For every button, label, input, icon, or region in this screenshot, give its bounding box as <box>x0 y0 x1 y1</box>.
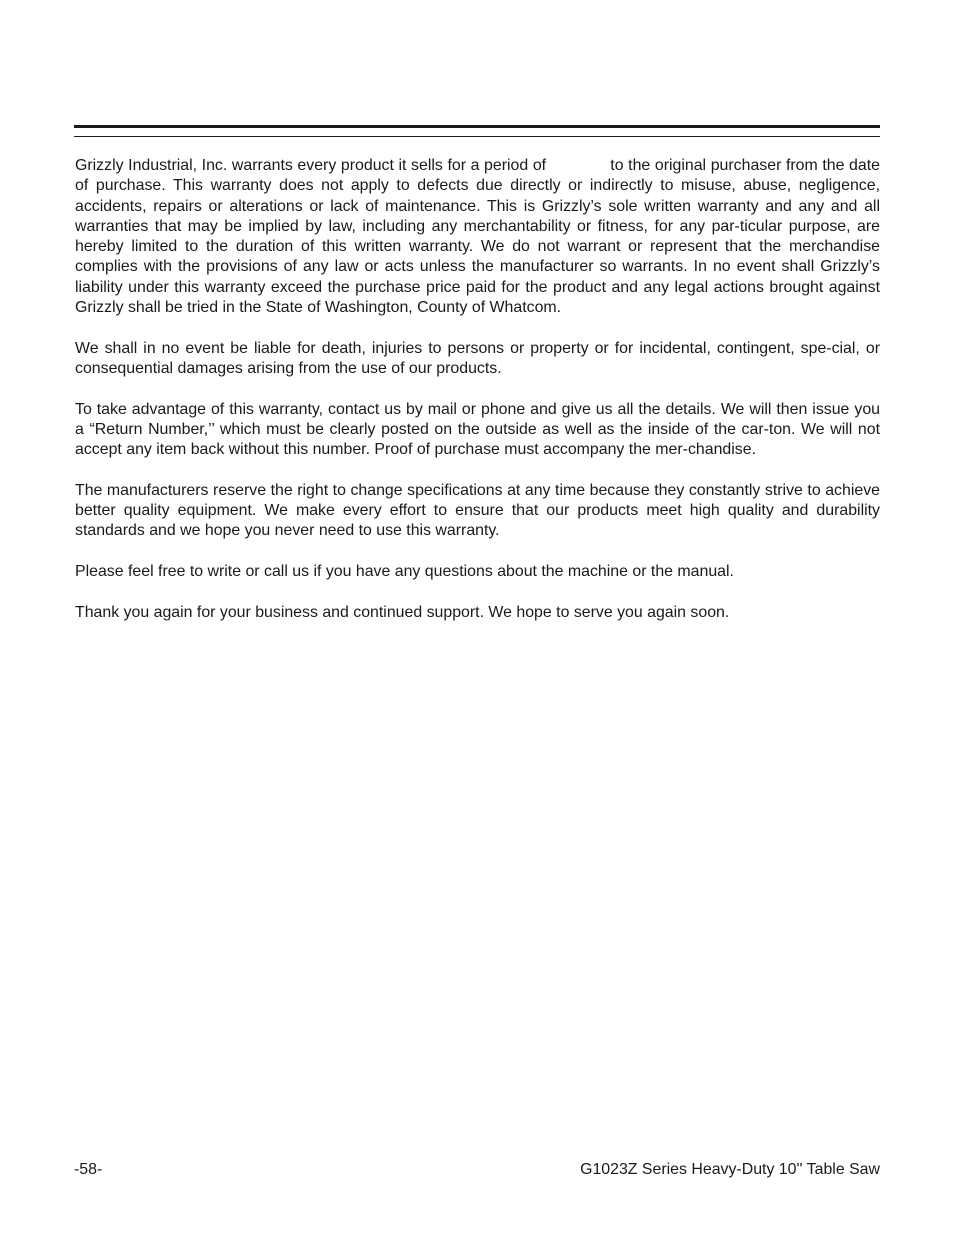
warranty-paragraph-5: Please feel free to write or call us if you have any questions about the machine or the manual. <box>75 562 734 580</box>
warranty-paragraph-4: The manufacturers reserve the right to change specifications at any time because they constantly strive to achieve better quality equipment. We make every effort to ensure that our products meet high quality and durability standards and we hope you never need to use this warranty. <box>75 481 880 540</box>
warranty-paragraph-3: To take advantage of this warranty, contact us by mail or phone and give us all the details. We will then issue you a “Return Number,’’ which must be clearly posted on the outside as well as the inside of the car-ton. We will not accept any item back without this number. Proof of purchase must accompany the mer-chandise. <box>75 400 880 459</box>
warranty-paragraph-6: Thank you again for your business and continued support. We hope to serve you again soon. <box>75 603 730 621</box>
warranty-paragraph-1 <box>75 156 880 318</box>
warranty-paragraph-2: We shall in no event be liable for death, injuries to persons or property or for incidental, contingent, spe-cial, or consequential damages arising from the use of our products. <box>75 339 880 377</box>
header-rule-thick <box>74 125 880 128</box>
footer-page-number: -58- <box>74 1161 103 1178</box>
footer-manual-title: G1023Z Series Heavy-Duty 10'' Table Saw <box>580 1161 880 1178</box>
warranty-body <box>75 156 880 643</box>
warranty-p1-part2: to the original purchaser from the date of purchase. This warranty does not apply to defects due directly or indirectly to misuse, abuse, negligence, accidents, repairs or alterations or lack of maintenance. This is Grizzly’s sole written warranty and any and all warranties that may be implied by law, including any merchantability or fitness, for any par-ticular purpose, are hereby limited to the duration of this written warranty. We do not warrant or represent that the merchandise complies with the provisions of any law or acts unless the manufacturer so warrants. In no event shall Grizzly’s liability under this warranty exceed the purchase price paid for the product and any legal actions brought against Grizzly shall be tried in the State of Washington, County of Whatcom. <box>75 157 880 317</box>
header-rule-thin <box>74 136 880 137</box>
warranty-p1-part1: Grizzly Industrial, Inc. warrants every product it sells for a period of <box>75 157 547 174</box>
